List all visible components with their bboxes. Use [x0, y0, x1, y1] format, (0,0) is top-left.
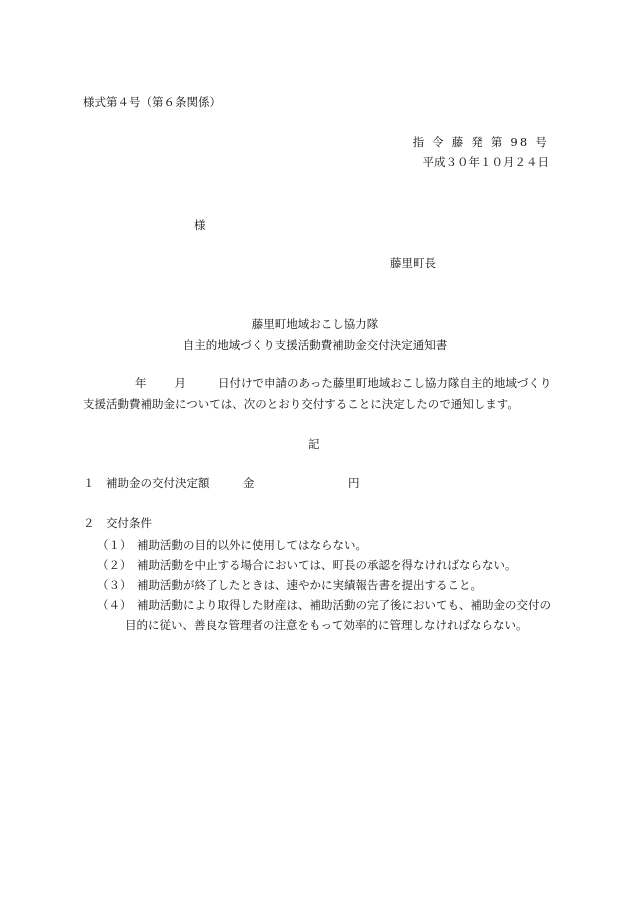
condition-text: 補助活動が終了したときは、速やかに実績報告書を提出すること。	[137, 578, 482, 592]
condition-item	[97, 580, 482, 592]
item1-label: 補助金の交付決定額	[106, 476, 210, 490]
ki-heading: 記	[308, 437, 320, 451]
item2-label: 交付条件	[106, 516, 152, 530]
amount-unit: 円	[348, 476, 360, 490]
condition-number: （３）	[97, 578, 132, 592]
condition-text: 補助活動の目的以外に使用してはならない。	[137, 538, 367, 552]
amount-prefix: 金	[243, 476, 255, 490]
addressee-suffix: 様	[194, 218, 206, 232]
year-label: 年	[135, 376, 147, 390]
document-date: 平成３０年１０月２４日	[422, 155, 549, 169]
item-conditions-heading	[83, 518, 152, 530]
condition-item	[97, 560, 517, 572]
condition-text: 補助活動を中止する場合においては、町長の承認を得なければならない。	[137, 558, 517, 572]
item-grant-amount	[83, 476, 360, 490]
condition-number: （１）	[97, 538, 132, 552]
title-line-1: 藤里町地域おこし協力隊	[251, 317, 379, 331]
condition-item	[97, 540, 367, 552]
sender-name: 藤里町長	[390, 256, 436, 270]
month-label: 月	[174, 376, 186, 390]
item2-number: ２	[83, 516, 95, 530]
condition-number: （２）	[97, 558, 132, 572]
body-line-1	[135, 378, 551, 390]
condition-text: 補助活動により取得した財産は、補助活動の完了後においても、補助金の交付の	[137, 598, 551, 612]
document-number: 指 令 藤 発 第 98 号	[412, 135, 549, 149]
item1-number: １	[83, 476, 95, 490]
body-line-2: 支援活動費補助金については、次のとおり交付することに決定したので通知します。	[83, 397, 519, 411]
form-number: 様式第４号（第６条関係）	[83, 95, 221, 109]
title-line-2: 自主的地域づくり支援活動費補助金交付決定通知書	[182, 338, 448, 352]
condition-item	[97, 600, 551, 612]
body-line-1-text: 日付けで申請のあった藤里町地域おこし協力隊自主的地域づくり	[218, 376, 552, 390]
condition-number: （４）	[97, 598, 132, 612]
condition-4-continuation: 目的に従い、善良な管理者の注意をもって効率的に管理しなければならない。	[125, 618, 528, 632]
